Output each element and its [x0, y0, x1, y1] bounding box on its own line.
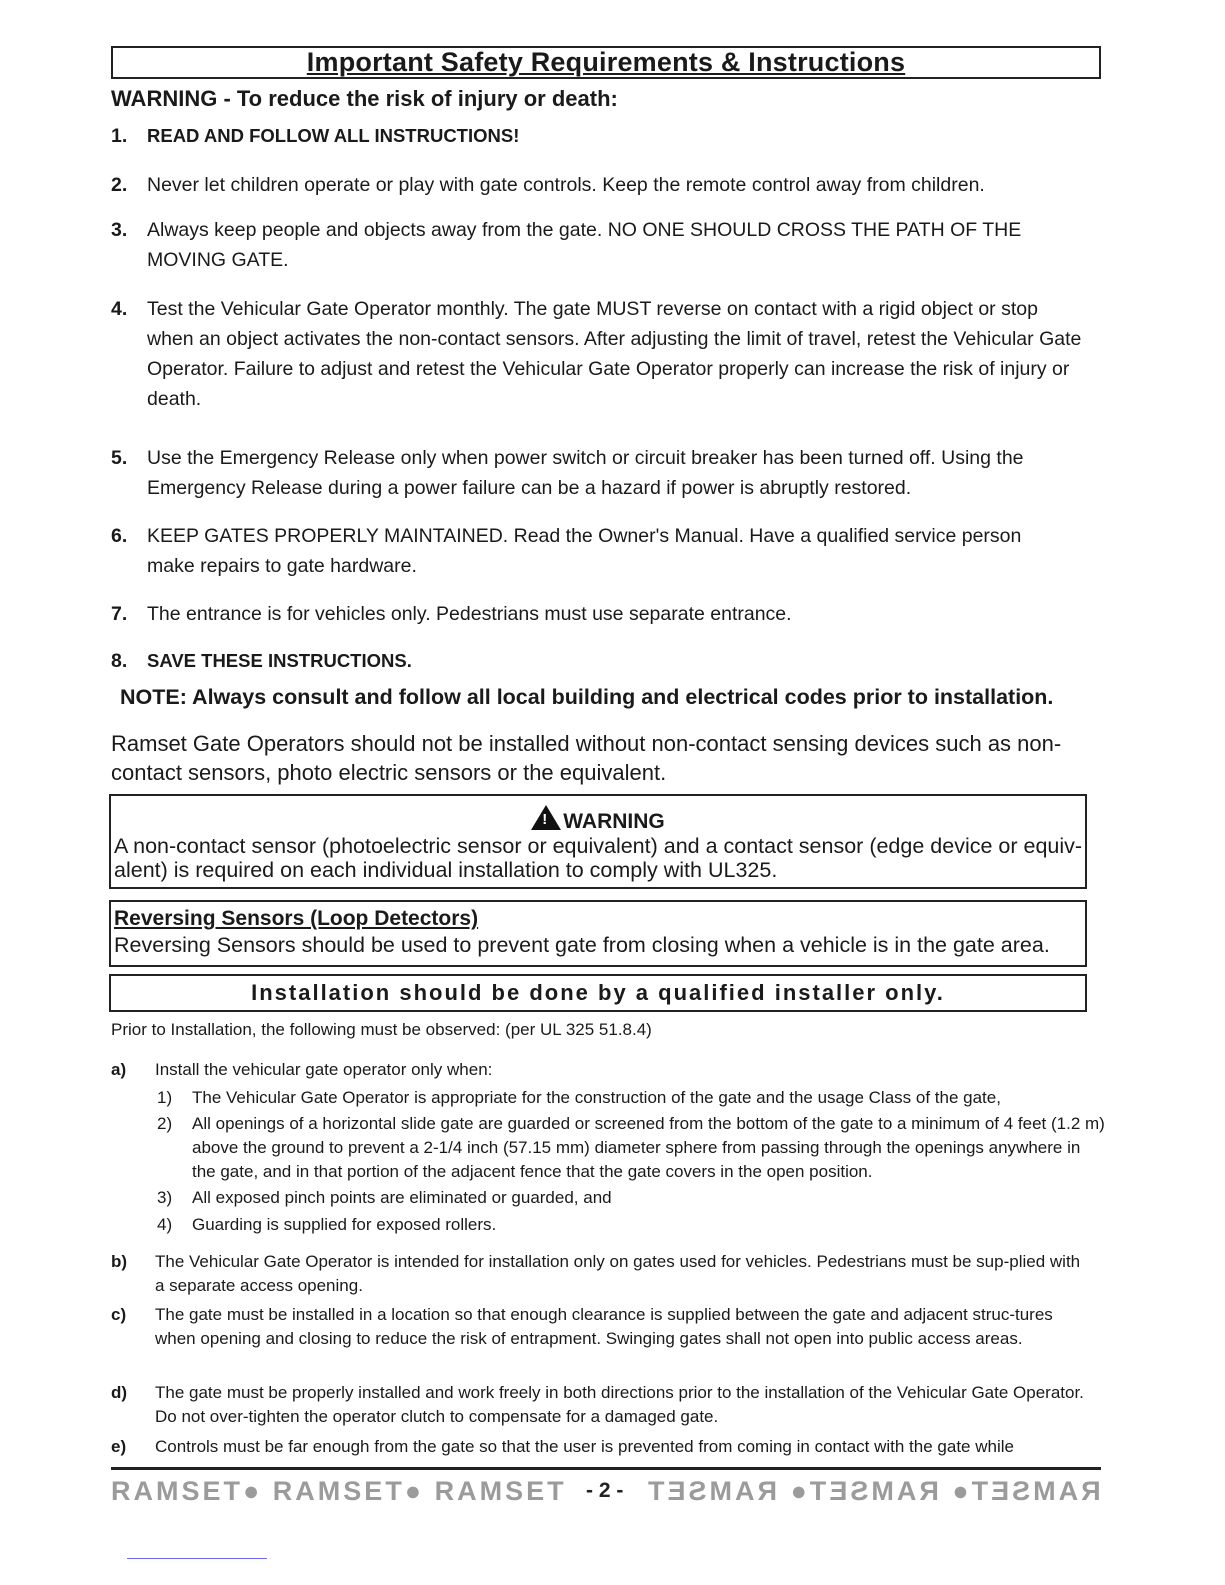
- sub-number: 2): [157, 1114, 173, 1133]
- list-item: [111, 646, 1101, 676]
- list-number: 1.: [111, 125, 128, 147]
- reversing-sensors-title: Reversing Sensors (Loop Detectors): [114, 907, 479, 930]
- requirement-letter: a): [111, 1060, 127, 1079]
- title-box: [111, 46, 1101, 79]
- requirement-letter: c): [111, 1305, 127, 1324]
- requirement-item: [111, 1435, 1096, 1459]
- requirement-letter: d): [111, 1383, 128, 1402]
- requirement-text: Install the vehicular gate operator only when:: [155, 1060, 493, 1079]
- sub-text: Guarding is supplied for exposed rollers.: [192, 1215, 497, 1234]
- list-item: [111, 599, 1101, 629]
- list-number: 7.: [111, 603, 128, 625]
- footer-divider: [111, 1467, 1101, 1470]
- list-item: [111, 215, 1061, 275]
- list-number: 4.: [111, 298, 128, 320]
- list-item: [111, 294, 1086, 414]
- footer: [111, 1476, 1101, 1508]
- warning-box: [109, 794, 1087, 889]
- sub-requirement: [157, 1112, 1107, 1184]
- list-item: [111, 443, 1071, 503]
- link-underline: [127, 1558, 267, 1559]
- requirement-item: [111, 1303, 1086, 1351]
- warning-box-title: [111, 805, 1085, 834]
- requirement-item: [111, 1058, 1106, 1082]
- prior-installation-text: Prior to Installation, the following must be observed: (per UL 325 51.8.4): [111, 1020, 652, 1039]
- list-text: Never let children operate or play with gate controls. Keep the remote control away from children.: [147, 174, 985, 196]
- installer-text: Installation should be done by a qualified installer only.: [251, 980, 945, 1005]
- warning-box-text: A non-contact sensor (photoelectric sensor or equivalent) and a contact sensor (edge device or equiv-alent) is required on each individual installation to comply with UL325.: [114, 834, 1083, 882]
- warning-triangle-glyph: !: [542, 811, 548, 828]
- list-number: 2.: [111, 174, 128, 196]
- sub-text: All exposed pinch points are eliminated or guarded, and: [192, 1188, 612, 1207]
- page-number: - 2 -: [586, 1479, 624, 1502]
- list-text: SAVE THESE INSTRUCTIONS.: [147, 650, 412, 671]
- reversing-sensors-box: [109, 900, 1087, 967]
- list-item: [111, 121, 1101, 151]
- list-number: 5.: [111, 447, 128, 469]
- requirement-letter: b): [111, 1252, 128, 1271]
- list-number: 8.: [111, 650, 128, 672]
- warning-triangle-icon: [531, 805, 561, 830]
- list-item: [111, 521, 1071, 581]
- sub-number: 1): [157, 1088, 173, 1107]
- requirement-text: The gate must be properly installed and work freely in both directions prior to the installation of the Vehicular Gate Operator. Do not over-tighten the operator clutch to compensate for a damaged gate.: [155, 1383, 1084, 1426]
- list-text: KEEP GATES PROPERLY MAINTAINED. Read the Owner's Manual. Have a qualified service person make repairs to gate hardware.: [147, 525, 1022, 577]
- sub-number: 3): [157, 1188, 173, 1207]
- sub-number: 4): [157, 1215, 173, 1234]
- sub-requirement: [157, 1186, 1107, 1210]
- requirement-item: [111, 1250, 1086, 1298]
- list-item: [111, 170, 1101, 200]
- warning-heading: WARNING - To reduce the risk of injury or death:: [111, 86, 618, 111]
- list-text: The entrance is for vehicles only. Pedestrians must use separate entrance.: [147, 603, 792, 625]
- list-number: 3.: [111, 219, 128, 241]
- requirement-item: [111, 1381, 1086, 1429]
- requirement-text: Controls must be far enough from the gate so that the user is prevented from coming in contact with the gate while: [155, 1437, 1014, 1456]
- requirement-letter: e): [111, 1437, 127, 1456]
- installer-box: [109, 974, 1087, 1012]
- footer-brand-right-mirrored: RAMSET● RAMSET● RAMSET: [645, 1476, 1101, 1506]
- sub-text: The Vehicular Gate Operator is appropriate for the construction of the gate and the usage Class of the gate,: [192, 1088, 1001, 1107]
- list-number: 6.: [111, 525, 128, 547]
- requirement-text: The gate must be installed in a location so that enough clearance is supplied between the gate and adjacent struc-tures when opening and closing to reduce the risk of entrapment. Swinging gates shall not open into public access areas.: [155, 1305, 1053, 1348]
- sub-requirement: [157, 1213, 1107, 1237]
- list-text: Test the Vehicular Gate Operator monthly. The gate MUST reverse on contact with a rigid object or stop when an object activates the non-contact sensors. After adjusting the limit of travel, retest the Vehicular Gate Operator. Failure to adjust and retest the Vehicular Gate Operator properly can increase the risk of injury or death.: [147, 298, 1082, 410]
- warning-label: WARNING: [563, 810, 665, 833]
- requirement-text: The Vehicular Gate Operator is intended for installation only on gates used for vehicles. Pedestrians must be sup-plied with a separate access opening.: [155, 1252, 1081, 1295]
- list-text: Use the Emergency Release only when power switch or circuit breaker has been turned off. Using the Emergency Release during a power failure can be a hazard if power is abruptly restored.: [147, 447, 1024, 499]
- reversing-sensors-text: Reversing Sensors should be used to prevent gate from closing when a vehicle is in the gate area.: [114, 933, 1050, 957]
- page-title: Important Safety Requirements & Instructions: [306, 47, 906, 77]
- sensor-paragraph: Ramset Gate Operators should not be installed without non-contact sensing devices such as non-contact sensors, photo electric sensors or the equivalent.: [111, 731, 1062, 785]
- note-text: NOTE: Always consult and follow all local building and electrical codes prior to installation.: [120, 685, 1054, 709]
- sub-text: All openings of a horizontal slide gate are guarded or screened from the bottom of the gate to a minimum of 4 feet (1.2 m) above the ground to prevent a 2-1/4 inch (57.15 mm) diameter sphere from passing through the openings anywhere in the gate, and in that portion of the adjacent fence that the gate covers in the open position.: [192, 1114, 1105, 1181]
- sub-requirement: [157, 1086, 1107, 1110]
- footer-brand-left: RAMSET● RAMSET● RAMSET: [111, 1476, 567, 1506]
- list-text: Always keep people and objects away from the gate. NO ONE SHOULD CROSS THE PATH OF THE MOVING GATE.: [147, 219, 1022, 271]
- list-text: READ AND FOLLOW ALL INSTRUCTIONS!: [147, 125, 520, 146]
